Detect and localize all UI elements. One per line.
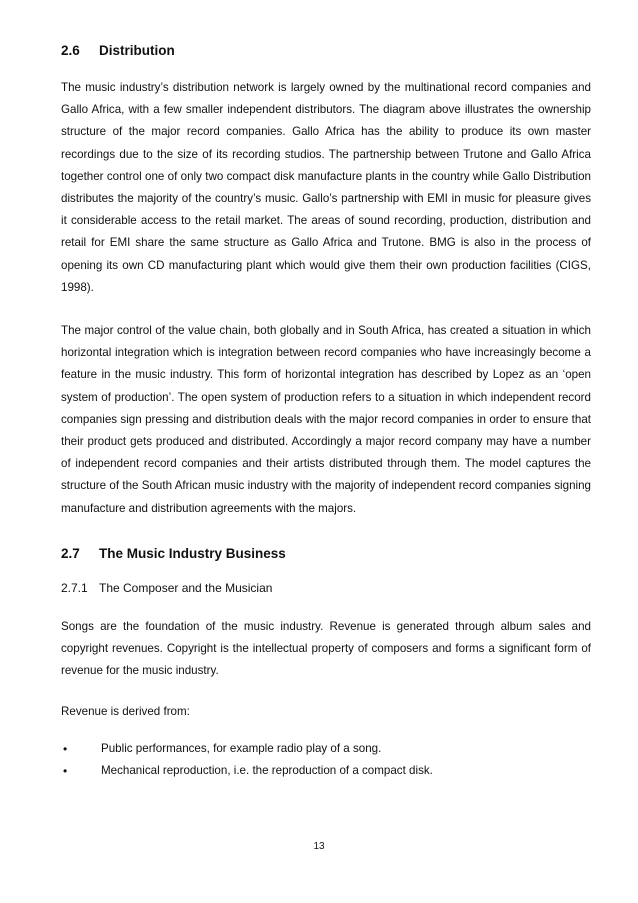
list-item <box>61 760 591 782</box>
list-item <box>61 738 591 760</box>
revenue-intro: Revenue is derived from: <box>61 705 190 719</box>
revenue-list <box>61 738 591 782</box>
bullet-icon: • <box>63 741 68 756</box>
section-heading-music-industry-business <box>61 545 591 563</box>
page-content <box>61 40 591 782</box>
page-number: 13 <box>313 841 325 852</box>
subsection-number: 2.7.1 <box>61 580 88 595</box>
section-title: Distribution <box>99 43 175 58</box>
composer-paragraph: Songs are the foundation of the music industry. Revenue is generated through album sales and copyright revenues. Copyright is the intellectual property of composers and forms a significant form of revenue for the music industry. <box>61 619 591 678</box>
subsection-title: The Composer and the Musician <box>99 580 273 595</box>
subsection-heading-composer-musician <box>61 580 591 596</box>
distribution-paragraph-2: The major control of the value chain, both globally and in South Africa, has created a situation in which horizontal integration which is integration between record companies who have increasingly become a feature in the music industry. This form of horizontal integration has described by Lopez as an ‘open system of production’. The open system of production refers to a situation in which independent record companies sign pressing and distribution deals with the major record companies in order to ensure that their product gets produced and distributed. Accordingly a major record company may have a number of independent record companies and their artists distributed through them. The model captures the structure of the South African music industry with the majority of independent record companies signing manufacture and distribution agreements with the majors. <box>61 324 591 515</box>
list-item-text: Public performances, for example radio play of a song. <box>101 741 382 755</box>
list-item-text: Mechanical reproduction, i.e. the reproduction of a compact disk. <box>101 763 433 777</box>
section-title: The Music Industry Business <box>99 545 286 561</box>
section-number: 2.7 <box>61 545 80 561</box>
section-number: 2.6 <box>61 43 80 58</box>
bullet-icon: • <box>63 763 68 778</box>
distribution-paragraph-1: The music industry’s distribution network is largely owned by the multinational record companies and Gallo Africa, with a few smaller independent distributors. The diagram above illustrates the ownership structure of the major record companies. Gallo Africa has the ability to produce its own master recordings due to the size of its recording studios. The partnership between Trutone and Gallo Africa together control one of only two compact disk manufacture plants in the country while Gallo Distribution distributes the majority of the country’s music. Gallo’s partnership with EMI in music for pleasure gives it considerable access to the retail market. The areas of sound recording, production, distribution and retail for EMI share the same structure as Gallo Africa and Trutone. BMG is also in the process of opening its own CD manufacturing plant which would give them their own production facilities (CIGS, 1998). <box>61 81 591 294</box>
section-heading-distribution <box>61 42 591 60</box>
